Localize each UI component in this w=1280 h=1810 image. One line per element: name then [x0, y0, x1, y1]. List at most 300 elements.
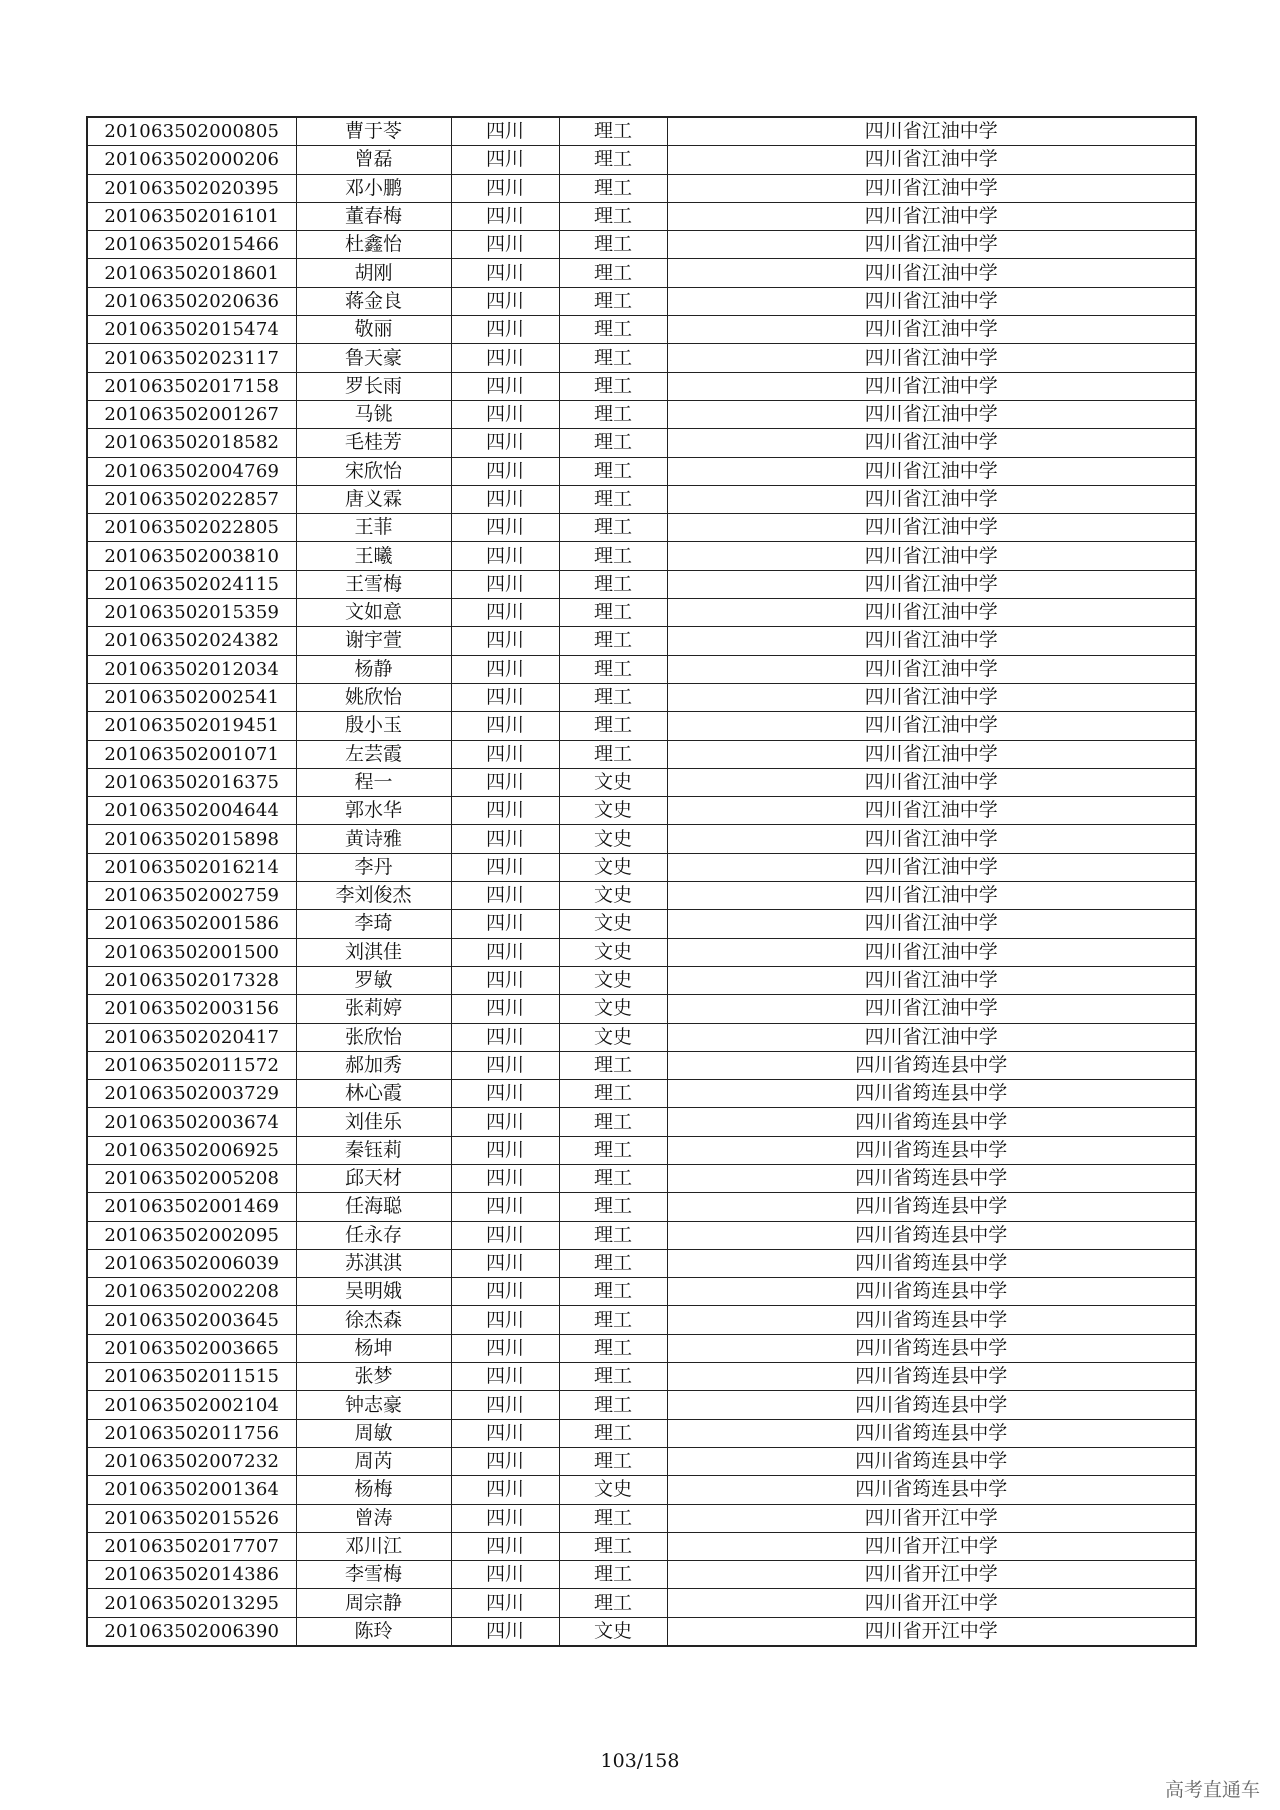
category-cell: 理工	[559, 1363, 667, 1391]
name-cell: 谢宇萱	[296, 627, 451, 655]
category-cell: 理工	[559, 259, 667, 287]
exam-id-cell: 201063502004644	[87, 797, 296, 825]
exam-id-cell: 201063502020395	[87, 174, 296, 202]
school-cell: 四川省江油中学	[667, 542, 1196, 570]
province-cell: 四川	[451, 1221, 559, 1249]
category-cell: 理工	[559, 287, 667, 315]
school-cell: 四川省江油中学	[667, 457, 1196, 485]
name-cell: 李雪梅	[296, 1561, 451, 1589]
name-cell: 李刘俊杰	[296, 882, 451, 910]
province-cell: 四川	[451, 287, 559, 315]
province-cell: 四川	[451, 514, 559, 542]
province-cell: 四川	[451, 117, 559, 146]
province-cell: 四川	[451, 146, 559, 174]
table-row	[87, 1193, 1196, 1221]
table-row	[87, 825, 1196, 853]
province-cell: 四川	[451, 1504, 559, 1532]
exam-id-cell: 201063502005208	[87, 1164, 296, 1192]
exam-id-cell: 201063502001071	[87, 740, 296, 768]
name-cell: 唐义霖	[296, 485, 451, 513]
name-cell: 任永存	[296, 1221, 451, 1249]
category-cell: 理工	[559, 429, 667, 457]
table-row	[87, 287, 1196, 315]
school-cell: 四川省筠连县中学	[667, 1136, 1196, 1164]
name-cell: 刘佳乐	[296, 1108, 451, 1136]
exam-id-cell: 201063502024115	[87, 570, 296, 598]
exam-id-cell: 201063502001500	[87, 938, 296, 966]
category-cell: 理工	[559, 683, 667, 711]
province-cell: 四川	[451, 1306, 559, 1334]
table-row	[87, 966, 1196, 994]
table-row	[87, 485, 1196, 513]
category-cell: 理工	[559, 1419, 667, 1447]
table-row	[87, 655, 1196, 683]
school-cell: 四川省江油中学	[667, 740, 1196, 768]
category-cell: 文史	[559, 882, 667, 910]
category-cell: 理工	[559, 1391, 667, 1419]
province-cell: 四川	[451, 485, 559, 513]
table-row	[87, 712, 1196, 740]
category-cell: 理工	[559, 485, 667, 513]
name-cell: 周宗静	[296, 1589, 451, 1617]
category-cell: 理工	[559, 344, 667, 372]
table-row	[87, 1334, 1196, 1362]
school-cell: 四川省筠连县中学	[667, 1391, 1196, 1419]
exam-id-cell: 201063502000206	[87, 146, 296, 174]
province-cell: 四川	[451, 1136, 559, 1164]
exam-id-cell: 201063502014386	[87, 1561, 296, 1589]
province-cell: 四川	[451, 1447, 559, 1475]
school-cell: 四川省江油中学	[667, 853, 1196, 881]
exam-id-cell: 201063502024382	[87, 627, 296, 655]
province-cell: 四川	[451, 683, 559, 711]
table-row	[87, 1051, 1196, 1079]
exam-id-cell: 201063502003810	[87, 542, 296, 570]
category-cell: 文史	[559, 910, 667, 938]
name-cell: 蒋金良	[296, 287, 451, 315]
table-row	[87, 400, 1196, 428]
school-cell: 四川省江油中学	[667, 117, 1196, 146]
table-row	[87, 202, 1196, 230]
province-cell: 四川	[451, 768, 559, 796]
school-cell: 四川省江油中学	[667, 938, 1196, 966]
category-cell: 理工	[559, 627, 667, 655]
province-cell: 四川	[451, 1164, 559, 1192]
name-cell: 邱天材	[296, 1164, 451, 1192]
table-row	[87, 1589, 1196, 1617]
table-row	[87, 457, 1196, 485]
school-cell: 四川省筠连县中学	[667, 1447, 1196, 1475]
exam-id-cell: 201063502018582	[87, 429, 296, 457]
category-cell: 理工	[559, 1334, 667, 1362]
exam-id-cell: 201063502003729	[87, 1080, 296, 1108]
province-cell: 四川	[451, 627, 559, 655]
name-cell: 程一	[296, 768, 451, 796]
province-cell: 四川	[451, 1193, 559, 1221]
province-cell: 四川	[451, 1561, 559, 1589]
table-row	[87, 1363, 1196, 1391]
table-row	[87, 910, 1196, 938]
province-cell: 四川	[451, 344, 559, 372]
name-cell: 林心霞	[296, 1080, 451, 1108]
name-cell: 周敏	[296, 1419, 451, 1447]
category-cell: 文史	[559, 825, 667, 853]
school-cell: 四川省筠连县中学	[667, 1051, 1196, 1079]
school-cell: 四川省江油中学	[667, 712, 1196, 740]
school-cell: 四川省筠连县中学	[667, 1306, 1196, 1334]
school-cell: 四川省江油中学	[667, 1023, 1196, 1051]
table-row	[87, 683, 1196, 711]
name-cell: 吴明娥	[296, 1278, 451, 1306]
school-cell: 四川省江油中学	[667, 825, 1196, 853]
province-cell: 四川	[451, 882, 559, 910]
table-row	[87, 1278, 1196, 1306]
province-cell: 四川	[451, 740, 559, 768]
name-cell: 董春梅	[296, 202, 451, 230]
school-cell: 四川省筠连县中学	[667, 1080, 1196, 1108]
table-row	[87, 1306, 1196, 1334]
page-number: 103/158	[600, 1750, 680, 1772]
school-cell: 四川省江油中学	[667, 966, 1196, 994]
table-row	[87, 1504, 1196, 1532]
school-cell: 四川省筠连县中学	[667, 1334, 1196, 1362]
table-row	[87, 938, 1196, 966]
table-row	[87, 117, 1196, 146]
category-cell: 文史	[559, 995, 667, 1023]
category-cell: 理工	[559, 1249, 667, 1277]
school-cell: 四川省江油中学	[667, 429, 1196, 457]
exam-id-cell: 201063502011572	[87, 1051, 296, 1079]
name-cell: 黄诗雅	[296, 825, 451, 853]
province-cell: 四川	[451, 316, 559, 344]
exam-id-cell: 201063502006925	[87, 1136, 296, 1164]
province-cell: 四川	[451, 429, 559, 457]
province-cell: 四川	[451, 1589, 559, 1617]
school-cell: 四川省开江中学	[667, 1561, 1196, 1589]
category-cell: 理工	[559, 542, 667, 570]
exam-id-cell: 201063502002208	[87, 1278, 296, 1306]
name-cell: 李琦	[296, 910, 451, 938]
province-cell: 四川	[451, 542, 559, 570]
exam-id-cell: 201063502003674	[87, 1108, 296, 1136]
exam-id-cell: 201063502016375	[87, 768, 296, 796]
school-cell: 四川省筠连县中学	[667, 1164, 1196, 1192]
school-cell: 四川省江油中学	[667, 570, 1196, 598]
school-cell: 四川省筠连县中学	[667, 1108, 1196, 1136]
table-row	[87, 1108, 1196, 1136]
name-cell: 胡刚	[296, 259, 451, 287]
name-cell: 文如意	[296, 599, 451, 627]
name-cell: 任海聪	[296, 1193, 451, 1221]
name-cell: 刘淇佳	[296, 938, 451, 966]
school-cell: 四川省江油中学	[667, 146, 1196, 174]
school-cell: 四川省筠连县中学	[667, 1249, 1196, 1277]
exam-id-cell: 201063502016101	[87, 202, 296, 230]
table-row	[87, 740, 1196, 768]
category-cell: 理工	[559, 372, 667, 400]
school-cell: 四川省江油中学	[667, 683, 1196, 711]
province-cell: 四川	[451, 599, 559, 627]
exam-id-cell: 201063502015526	[87, 1504, 296, 1532]
category-cell: 理工	[559, 174, 667, 202]
exam-id-cell: 201063502022857	[87, 485, 296, 513]
name-cell: 姚欣怡	[296, 683, 451, 711]
category-cell: 理工	[559, 316, 667, 344]
table-body	[87, 117, 1196, 1646]
category-cell: 文史	[559, 768, 667, 796]
province-cell: 四川	[451, 259, 559, 287]
province-cell: 四川	[451, 1334, 559, 1362]
name-cell: 杜鑫怡	[296, 231, 451, 259]
category-cell: 理工	[559, 514, 667, 542]
exam-id-cell: 201063502020636	[87, 287, 296, 315]
exam-id-cell: 201063502003156	[87, 995, 296, 1023]
exam-id-cell: 201063502017328	[87, 966, 296, 994]
name-cell: 杨梅	[296, 1476, 451, 1504]
table-row	[87, 1221, 1196, 1249]
school-cell: 四川省江油中学	[667, 316, 1196, 344]
school-cell: 四川省江油中学	[667, 259, 1196, 287]
table-row	[87, 1080, 1196, 1108]
category-cell: 文史	[559, 1617, 667, 1646]
province-cell: 四川	[451, 1532, 559, 1560]
exam-id-cell: 201063502001267	[87, 400, 296, 428]
school-cell: 四川省筠连县中学	[667, 1278, 1196, 1306]
name-cell: 曾涛	[296, 1504, 451, 1532]
category-cell: 文史	[559, 966, 667, 994]
name-cell: 王雪梅	[296, 570, 451, 598]
table-row	[87, 1023, 1196, 1051]
table-row	[87, 1476, 1196, 1504]
school-cell: 四川省江油中学	[667, 882, 1196, 910]
category-cell: 理工	[559, 146, 667, 174]
exam-id-cell: 201063502006039	[87, 1249, 296, 1277]
table-row	[87, 882, 1196, 910]
exam-id-cell: 201063502002095	[87, 1221, 296, 1249]
category-cell: 理工	[559, 1278, 667, 1306]
exam-id-cell: 201063502016214	[87, 853, 296, 881]
name-cell: 秦钰莉	[296, 1136, 451, 1164]
school-cell: 四川省江油中学	[667, 174, 1196, 202]
province-cell: 四川	[451, 231, 559, 259]
school-cell: 四川省筠连县中学	[667, 1476, 1196, 1504]
category-cell: 理工	[559, 231, 667, 259]
name-cell: 杨静	[296, 655, 451, 683]
province-cell: 四川	[451, 1391, 559, 1419]
category-cell: 理工	[559, 1108, 667, 1136]
category-cell: 文史	[559, 1476, 667, 1504]
category-cell: 理工	[559, 570, 667, 598]
province-cell: 四川	[451, 1476, 559, 1504]
province-cell: 四川	[451, 853, 559, 881]
exam-id-cell: 201063502006390	[87, 1617, 296, 1646]
exam-id-cell: 201063502001469	[87, 1193, 296, 1221]
category-cell: 理工	[559, 1589, 667, 1617]
name-cell: 宋欣怡	[296, 457, 451, 485]
name-cell: 马铫	[296, 400, 451, 428]
name-cell: 李丹	[296, 853, 451, 881]
province-cell: 四川	[451, 1278, 559, 1306]
exam-id-cell: 201063502001586	[87, 910, 296, 938]
name-cell: 曹于苓	[296, 117, 451, 146]
school-cell: 四川省江油中学	[667, 231, 1196, 259]
school-cell: 四川省江油中学	[667, 768, 1196, 796]
school-cell: 四川省开江中学	[667, 1617, 1196, 1646]
exam-id-cell: 201063502017158	[87, 372, 296, 400]
name-cell: 王菲	[296, 514, 451, 542]
category-cell: 理工	[559, 1306, 667, 1334]
category-cell: 理工	[559, 202, 667, 230]
school-cell: 四川省江油中学	[667, 202, 1196, 230]
name-cell: 杨坤	[296, 1334, 451, 1362]
school-cell: 四川省江油中学	[667, 344, 1196, 372]
exam-id-cell: 201063502015898	[87, 825, 296, 853]
province-cell: 四川	[451, 570, 559, 598]
exam-id-cell: 201063502002541	[87, 683, 296, 711]
province-cell: 四川	[451, 797, 559, 825]
exam-id-cell: 201063502007232	[87, 1447, 296, 1475]
school-cell: 四川省筠连县中学	[667, 1193, 1196, 1221]
exam-id-cell: 201063502001364	[87, 1476, 296, 1504]
category-cell: 理工	[559, 1136, 667, 1164]
exam-id-cell: 201063502015359	[87, 599, 296, 627]
table-row	[87, 146, 1196, 174]
province-cell: 四川	[451, 1363, 559, 1391]
table-row	[87, 514, 1196, 542]
name-cell: 陈玲	[296, 1617, 451, 1646]
school-cell: 四川省筠连县中学	[667, 1363, 1196, 1391]
province-cell: 四川	[451, 202, 559, 230]
school-cell: 四川省江油中学	[667, 372, 1196, 400]
school-cell: 四川省江油中学	[667, 627, 1196, 655]
name-cell: 周芮	[296, 1447, 451, 1475]
school-cell: 四川省江油中学	[667, 995, 1196, 1023]
table-row	[87, 1164, 1196, 1192]
exam-id-cell: 201063502003645	[87, 1306, 296, 1334]
exam-id-cell: 201063502015474	[87, 316, 296, 344]
table-row	[87, 797, 1196, 825]
category-cell: 文史	[559, 1023, 667, 1051]
province-cell: 四川	[451, 1617, 559, 1646]
province-cell: 四川	[451, 712, 559, 740]
table-row	[87, 1532, 1196, 1560]
table-row	[87, 768, 1196, 796]
province-cell: 四川	[451, 400, 559, 428]
province-cell: 四川	[451, 1108, 559, 1136]
category-cell: 理工	[559, 599, 667, 627]
category-cell: 理工	[559, 1164, 667, 1192]
exam-id-cell: 201063502002104	[87, 1391, 296, 1419]
category-cell: 文史	[559, 797, 667, 825]
table-row	[87, 174, 1196, 202]
name-cell: 王曦	[296, 542, 451, 570]
category-cell: 理工	[559, 457, 667, 485]
name-cell: 郭水华	[296, 797, 451, 825]
category-cell: 理工	[559, 1561, 667, 1589]
province-cell: 四川	[451, 1080, 559, 1108]
name-cell: 张梦	[296, 1363, 451, 1391]
school-cell: 四川省筠连县中学	[667, 1419, 1196, 1447]
student-list-table	[86, 116, 1197, 1647]
table-row	[87, 372, 1196, 400]
name-cell: 罗敏	[296, 966, 451, 994]
name-cell: 罗长雨	[296, 372, 451, 400]
exam-id-cell: 201063502015466	[87, 231, 296, 259]
table-row	[87, 995, 1196, 1023]
school-cell: 四川省江油中学	[667, 287, 1196, 315]
category-cell: 理工	[559, 117, 667, 146]
table-row	[87, 1391, 1196, 1419]
name-cell: 徐杰森	[296, 1306, 451, 1334]
name-cell: 左芸霞	[296, 740, 451, 768]
name-cell: 张莉婷	[296, 995, 451, 1023]
exam-id-cell: 201063502019451	[87, 712, 296, 740]
school-cell: 四川省江油中学	[667, 797, 1196, 825]
table-row	[87, 1419, 1196, 1447]
table-row	[87, 853, 1196, 881]
name-cell: 张欣怡	[296, 1023, 451, 1051]
school-cell: 四川省开江中学	[667, 1532, 1196, 1560]
name-cell: 苏淇淇	[296, 1249, 451, 1277]
school-cell: 四川省江油中学	[667, 910, 1196, 938]
table-row	[87, 316, 1196, 344]
province-cell: 四川	[451, 995, 559, 1023]
exam-id-cell: 201063502004769	[87, 457, 296, 485]
exam-id-cell: 201063502003665	[87, 1334, 296, 1362]
category-cell: 文史	[559, 853, 667, 881]
category-cell: 理工	[559, 1080, 667, 1108]
table-row	[87, 1617, 1196, 1646]
category-cell: 理工	[559, 1447, 667, 1475]
province-cell: 四川	[451, 655, 559, 683]
school-cell: 四川省江油中学	[667, 599, 1196, 627]
table-row	[87, 259, 1196, 287]
name-cell: 邓小鹏	[296, 174, 451, 202]
table-row	[87, 429, 1196, 457]
province-cell: 四川	[451, 1249, 559, 1277]
school-cell: 四川省江油中学	[667, 655, 1196, 683]
table-row	[87, 542, 1196, 570]
table-row	[87, 231, 1196, 259]
exam-id-cell: 201063502018601	[87, 259, 296, 287]
province-cell: 四川	[451, 966, 559, 994]
province-cell: 四川	[451, 372, 559, 400]
category-cell: 理工	[559, 1504, 667, 1532]
name-cell: 邓川江	[296, 1532, 451, 1560]
name-cell: 鲁天豪	[296, 344, 451, 372]
table-row	[87, 1136, 1196, 1164]
school-cell: 四川省筠连县中学	[667, 1221, 1196, 1249]
province-cell: 四川	[451, 174, 559, 202]
exam-id-cell: 201063502011515	[87, 1363, 296, 1391]
school-cell: 四川省江油中学	[667, 400, 1196, 428]
province-cell: 四川	[451, 1023, 559, 1051]
exam-id-cell: 201063502017707	[87, 1532, 296, 1560]
category-cell: 理工	[559, 655, 667, 683]
category-cell: 文史	[559, 938, 667, 966]
name-cell: 毛桂芳	[296, 429, 451, 457]
category-cell: 理工	[559, 1051, 667, 1079]
exam-id-cell: 201063502013295	[87, 1589, 296, 1617]
table-row	[87, 1249, 1196, 1277]
province-cell: 四川	[451, 1419, 559, 1447]
exam-id-cell: 201063502012034	[87, 655, 296, 683]
table-row	[87, 599, 1196, 627]
school-cell: 四川省开江中学	[667, 1589, 1196, 1617]
name-cell: 殷小玉	[296, 712, 451, 740]
table-row	[87, 344, 1196, 372]
province-cell: 四川	[451, 457, 559, 485]
